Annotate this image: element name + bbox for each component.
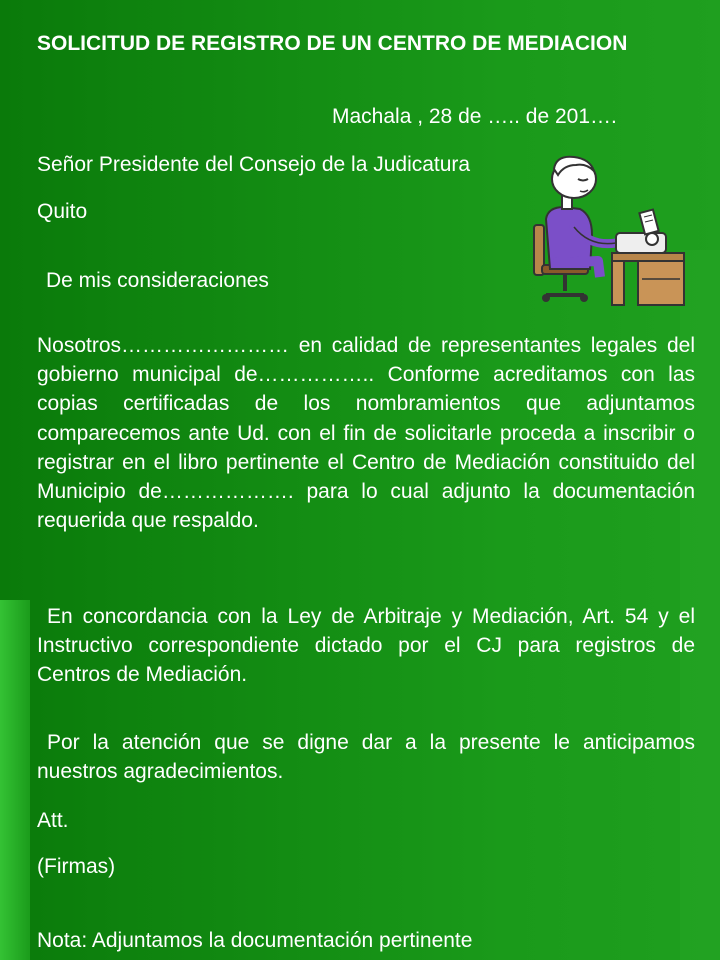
- document-title: SOLICITUD DE REGISTRO DE UN CENTRO DE MEDIACION: [37, 32, 628, 55]
- date-line: Machala , 28 de ….. de 201….: [332, 105, 617, 128]
- addressee-city: Quito: [37, 200, 88, 223]
- signature-placeholder: (Firmas): [37, 855, 116, 878]
- footnote: Nota: Adjuntamos la documentación pertinente: [37, 929, 473, 952]
- typist-at-typewriter-icon: [528, 153, 688, 308]
- addressee: Señor Presidente del Consejo de la Judicatura: [37, 153, 471, 176]
- decorative-band-left: [0, 600, 30, 960]
- closing: Att.: [37, 809, 69, 832]
- body-paragraph-3: Por la atención que se digne dar a la presente le anticipamos nuestros agradecimientos.: [37, 731, 695, 784]
- body-paragraph-1: Nosotros…………………… en calidad de representantes legales del gobierno municipal de…………….. Conforme acreditamos con las copias certificadas de los nombramientos que adjuntamos comparecemos ante Ud. con el fin de solicitarle proceda a inscribir o registrar en el libro pertinente el Centro de Mediación constituido del Municipio de………………. para lo cual adjunto la documentación requerida que respaldo.: [37, 334, 695, 533]
- greeting: De mis consideraciones: [46, 269, 269, 292]
- body-paragraph-2: En concordancia con la Ley de Arbitraje y Mediación, Art. 54 y el Instructivo correspondiente dictado por el CJ para registros de Centros de Mediación.: [37, 605, 695, 687]
